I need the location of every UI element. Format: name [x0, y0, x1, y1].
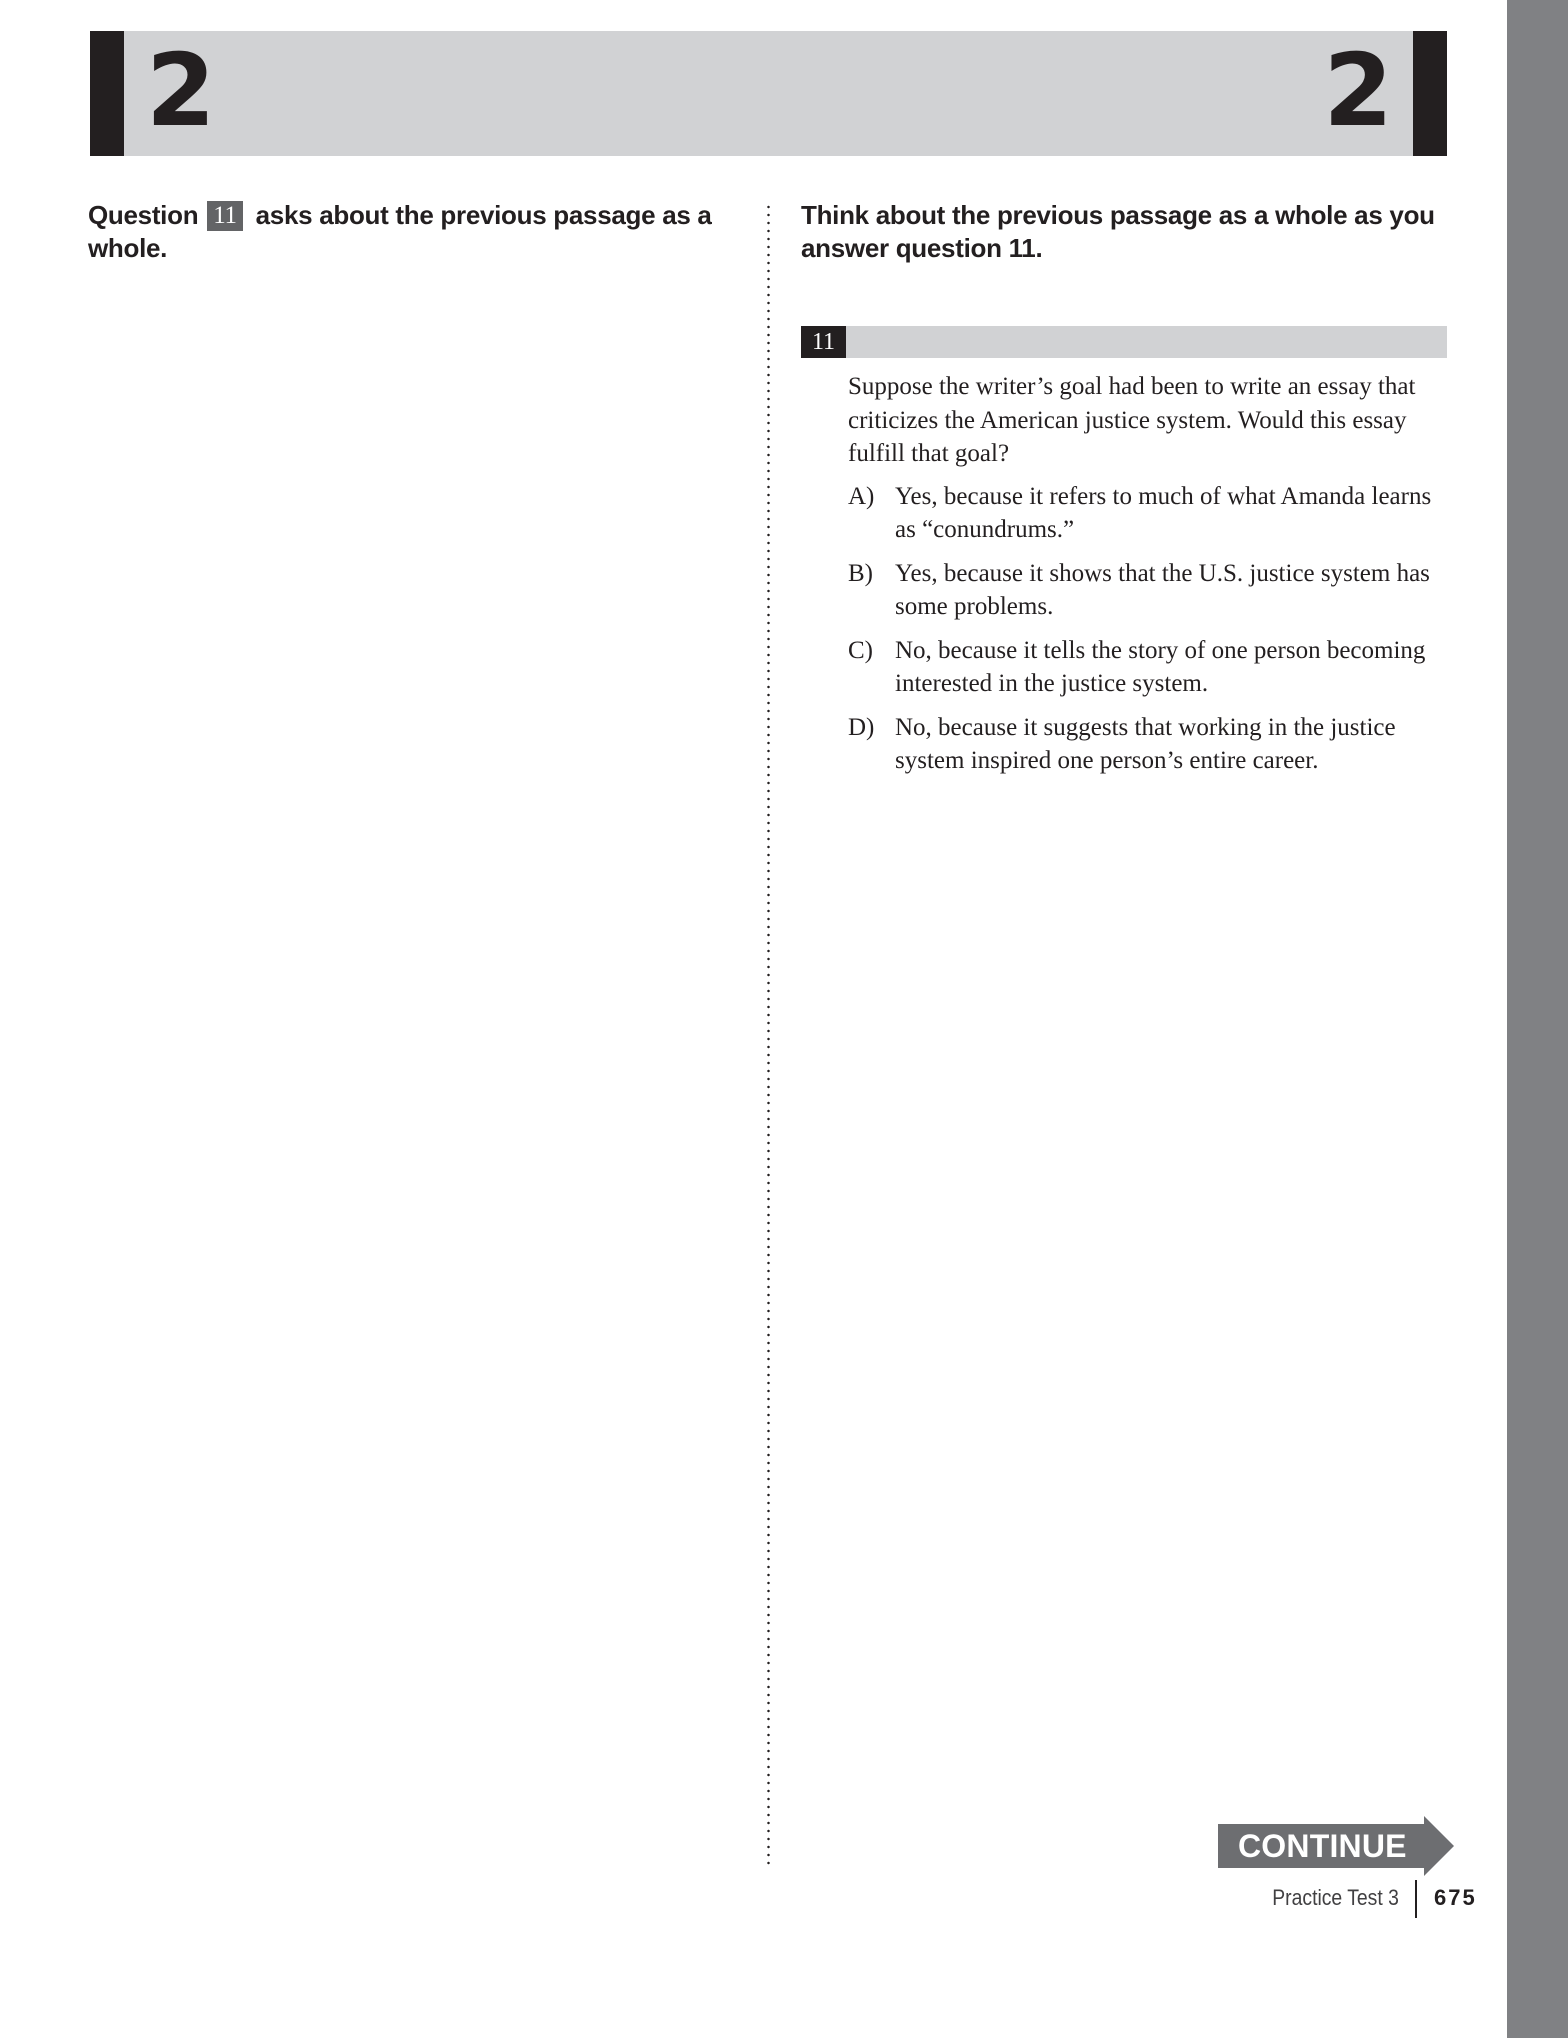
continue-label: CONTINUE — [1238, 1828, 1407, 1864]
continue-button[interactable] — [1218, 1816, 1454, 1876]
option-letter: D) — [848, 713, 875, 741]
question-number: 11 — [801, 326, 846, 358]
answer-option-b[interactable] — [848, 557, 1448, 624]
option-text: No, because it tells the story of one person becoming interested in the justice system. — [895, 636, 1426, 697]
option-letter: B) — [848, 559, 873, 587]
question-header-bar — [801, 326, 1447, 358]
question-stem: Suppose the writer’s goal had been to write an essay that criticizes the American justice system. Would this essay fulfill that goal? — [848, 373, 1416, 467]
answer-option-d[interactable] — [848, 711, 1448, 778]
answer-option-c[interactable] — [848, 634, 1448, 701]
footer-title: Practice Test 3 — [1272, 1885, 1399, 1910]
page-number: 675 — [1434, 1885, 1477, 1910]
footer-divider — [1415, 1880, 1417, 1918]
option-letter: C) — [848, 636, 873, 664]
answer-option-a[interactable] — [848, 480, 1448, 547]
instruction-suffix: asks about the previous passage as a whole. — [88, 200, 712, 263]
question-block — [848, 370, 1448, 788]
header-bar-left — [90, 31, 124, 156]
section-header — [90, 31, 1447, 156]
left-column-instruction — [88, 199, 728, 265]
instruction-prefix: Question — [88, 200, 199, 230]
right-column-instruction: Think about the previous passage as a whole as you answer question 11. — [801, 200, 1435, 263]
page-edge-tab — [1507, 0, 1568, 2038]
question-number-badge: 11 — [207, 201, 242, 231]
option-text: Yes, because it shows that the U.S. justice system has some problems. — [895, 559, 1430, 620]
header-bar-right — [1413, 31, 1447, 156]
option-letter: A) — [848, 482, 875, 510]
option-text: No, because it suggests that working in the justice system inspired one person’s entire career. — [895, 713, 1396, 774]
section-number-right: 2 — [1323, 32, 1393, 149]
option-text: Yes, because it refers to much of what Amanda learns as “conundrums.” — [895, 482, 1432, 543]
section-number-left: 2 — [146, 32, 216, 149]
page-footer — [1200, 1880, 1480, 1920]
column-divider — [767, 203, 770, 1869]
